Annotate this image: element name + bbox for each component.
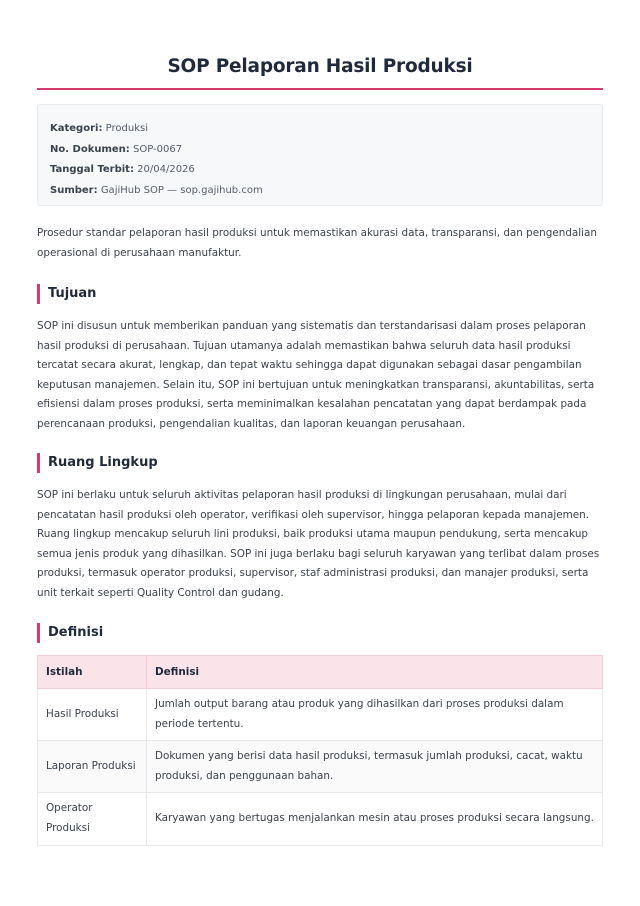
metadata-box [37,104,603,206]
meta-source [50,181,602,202]
section-heading-ruang-lingkup: Ruang Lingkup [37,453,158,473]
term-cell: Laporan Produksi [38,741,147,793]
definitions-table [37,655,603,846]
meta-doc-number-label: No. Dokumen: [50,143,130,155]
section-body-tujuan: SOP ini disusun untuk memberikan panduan yang sistematis dan terstandarisasi dalam proses pelaporan hasil produksi di perusahaan. Tujuan utamanya adalah memastikan bahwa seluruh data hasil produksi tercatat secara akurat, lengkap, dan tepat waktu sehingga dapat digunakan sebagai dasar pengambilan keputusan manajemen. Selain itu, SOP ini bertujuan untuk meningkatkan transparansi, akuntabilitas, serta efisiensi dalam proses produksi, serta meminimalkan kesalahan pencatatan yang dapat berdampak pada perencanaan produksi, pengendalian kualitas, dan laporan keuangan perusahaan. [37,320,595,430]
meta-issue-date-value: 20/04/2026 [137,164,195,175]
section-heading-definisi: Definisi [37,623,103,643]
meta-doc-number-value: SOP-0067 [132,143,183,155]
column-header-definition: Definisi [147,656,603,689]
definition-cell: Karyawan yang bertugas menjalankan mesin atau proses produksi secara langsung. [147,793,603,845]
meta-doc-number [50,140,602,161]
term-cell: Operator Produksi [38,793,147,845]
meta-category [50,119,602,140]
table-row [38,689,603,741]
page-title: SOP Pelaporan Hasil Produksi [167,56,473,77]
section-heading-tujuan: Tujuan [37,284,96,304]
meta-source-label: Sumber: [50,184,98,196]
title-divider [37,88,603,90]
intro-paragraph: Prosedur standar pelaporan hasil produksi untuk memastikan akurasi data, transparansi, dan pengendalian operasional di perusahaan manufaktur. [37,227,598,259]
section-body-ruang-lingkup: SOP ini berlaku untuk seluruh aktivitas pelaporan hasil produksi di lingkungan perusahaan, mulai dari pencatatan hasil produksi oleh operator, verifikasi oleh supervisor, hingga pelaporan kepada manajemen. Ruang lingkup mencakup seluruh lini produksi, baik produksi utama maupun pendukung, serta mencakup semua jenis produk yang dihasilkan. SOP ini juga berlaku bagi seluruh karyawan yang terlibat dalam proses produksi, termasuk operator produksi, supervisor, staf administrasi produksi, dan manajer produksi, serta unit terkait seperti Quality Control dan gudang. [37,489,600,599]
meta-issue-date [50,160,602,181]
definition-cell: Jumlah output barang atau produk yang dihasilkan dari proses produksi dalam periode tertentu. [147,689,603,741]
definition-cell: Dokumen yang berisi data hasil produksi, termasuk jumlah produksi, cacat, waktu produksi, dan penggunaan bahan. [147,741,603,793]
meta-source-value: GajiHub SOP — sop.gajihub.com [100,184,263,196]
column-header-term: Istilah [38,656,147,689]
meta-issue-date-label: Tanggal Terbit: [50,164,134,175]
meta-category-value: Produksi [105,123,148,134]
table-row [38,793,603,845]
meta-category-label: Kategori: [50,123,103,134]
table-row [38,741,603,793]
term-cell: Hasil Produksi [38,689,147,741]
table-header-row [38,656,603,689]
